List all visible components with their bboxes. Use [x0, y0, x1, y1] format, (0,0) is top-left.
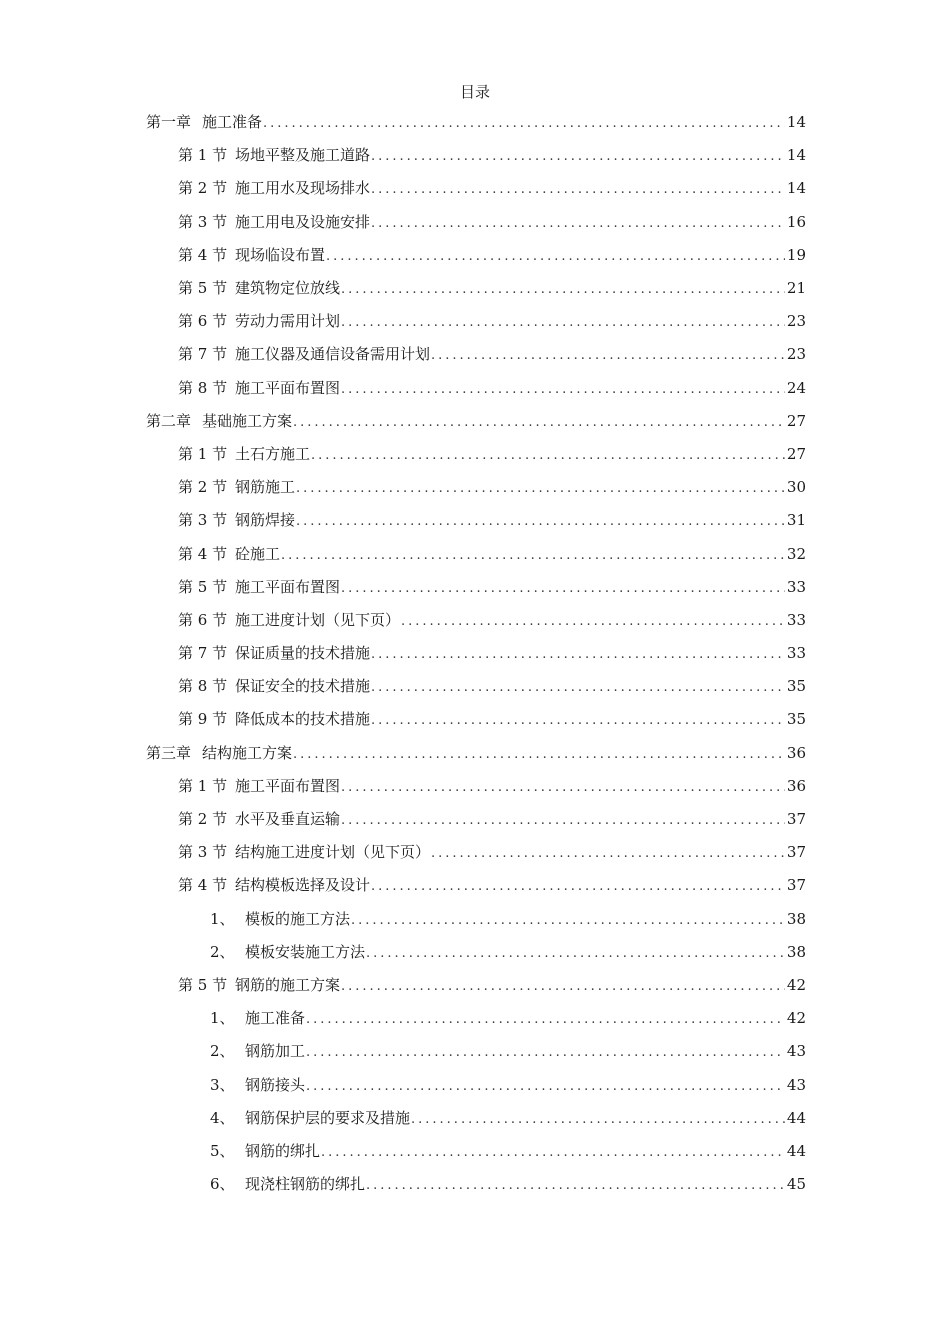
toc-title: 目录: [459, 83, 490, 101]
toc-page-number: 33: [786, 644, 806, 663]
toc-dot-leader: [371, 879, 785, 894]
toc-page-number: 31: [786, 511, 806, 530]
toc-dot-leader: [431, 348, 785, 363]
toc-entry-title: 结构模板选择及设计: [235, 876, 371, 895]
toc-dot-leader: [401, 614, 785, 629]
toc-section-entry[interactable]: [0, 636, 950, 669]
toc-entry-number: 第 6 节: [178, 312, 228, 331]
toc-dot-leader: [293, 747, 785, 762]
toc-entry-title: 钢筋的施工方案: [235, 975, 341, 994]
toc-entry-title: 施工仪器及通信设备需用计划: [235, 345, 431, 364]
toc-page-number: 33: [786, 610, 806, 629]
toc-entry-line: [178, 244, 806, 265]
toc-entry-line: [210, 1007, 806, 1028]
toc-page-number: 27: [786, 411, 806, 430]
toc-page-number: 24: [786, 378, 806, 397]
toc-dot-leader: [371, 149, 785, 164]
toc-entry-number: 第 3 节: [178, 212, 228, 231]
toc-entry-number: 第 7 节: [178, 644, 228, 663]
toc-entry-title: 土石方施工: [235, 444, 311, 463]
toc-dot-leader: [306, 1079, 785, 1094]
toc-subsection-entry[interactable]: [0, 1001, 950, 1034]
toc-dot-leader: [321, 1145, 785, 1160]
toc-section-entry[interactable]: [0, 968, 950, 1001]
toc-entry-number: 第 1 节: [178, 444, 228, 463]
toc-page-number: 23: [786, 312, 806, 331]
toc-page-number: 44: [786, 1141, 806, 1160]
toc-page-number: 32: [786, 544, 806, 563]
toc-entry-number: 5、: [210, 1141, 235, 1160]
toc-entry-number: 第 9 节: [178, 710, 228, 729]
toc-entry-line: [210, 1074, 806, 1095]
toc-section-entry[interactable]: [0, 702, 950, 735]
toc-entry-number: 1、: [210, 1009, 235, 1028]
toc-entry-number: 第二章: [146, 411, 192, 430]
toc-entry-line: [178, 675, 806, 696]
toc-entry-title: 施工平面布置图: [235, 577, 341, 596]
toc-entry-line: [178, 775, 806, 796]
toc-dot-leader: [351, 913, 785, 928]
toc-page-number: 23: [786, 345, 806, 364]
toc-dot-leader: [341, 581, 785, 596]
toc-entry-line: [178, 576, 806, 597]
toc-section-entry[interactable]: [0, 171, 950, 204]
toc-entry-title: 砼施工: [235, 544, 281, 563]
toc-entry-line: [210, 1040, 806, 1061]
toc-entry-line: [178, 443, 806, 464]
toc-dot-leader: [366, 1178, 785, 1193]
toc-dot-leader: [263, 116, 785, 131]
toc-entry-number: 第 1 节: [178, 776, 228, 795]
toc-section-entry[interactable]: [0, 304, 950, 337]
toc-section-entry[interactable]: [0, 835, 950, 868]
toc-entry-number: 第 6 节: [178, 610, 228, 629]
toc-dot-leader: [326, 249, 785, 264]
toc-entry-number: 2、: [210, 1042, 235, 1061]
toc-dot-leader: [341, 979, 785, 994]
toc-entry-number: 3、: [210, 1075, 235, 1094]
toc-page-number: 14: [786, 179, 806, 198]
toc-page-number: 42: [786, 975, 806, 994]
toc-entry-number: 第 4 节: [178, 245, 228, 264]
toc-page-number: 33: [786, 577, 806, 596]
toc-dot-leader: [306, 1045, 785, 1060]
toc-dot-leader: [296, 514, 785, 529]
toc-section-entry[interactable]: [0, 868, 950, 901]
toc-entry-title: 钢筋保护层的要求及措施: [245, 1108, 411, 1127]
toc-entry-line: [178, 609, 806, 630]
toc-entry-number: 第 5 节: [178, 975, 228, 994]
toc-page-number: 37: [786, 810, 806, 829]
toc-subsection-entry[interactable]: [0, 1101, 950, 1134]
toc-dot-leader: [311, 448, 785, 463]
toc-entry-title: 降低成本的技术措施: [235, 710, 371, 729]
toc-entry-line: [178, 377, 806, 398]
toc-entry-title: 建筑物定位放线: [235, 279, 341, 298]
toc-entry-line: [178, 642, 806, 663]
toc-dot-leader: [341, 780, 785, 795]
toc-subsection-entry[interactable]: [0, 1167, 950, 1200]
toc-entry-title: 模板的施工方法: [245, 909, 351, 928]
toc-dot-leader: [296, 481, 785, 496]
toc-entry-number: 第一章: [146, 113, 192, 132]
toc-entry-title: 施工用水及现场排水: [235, 179, 371, 198]
toc-section-entry[interactable]: [0, 238, 950, 271]
toc-chapter-entry[interactable]: [0, 404, 950, 437]
toc-section-entry[interactable]: [0, 669, 950, 702]
toc-entry-number: 第 1 节: [178, 146, 228, 165]
toc-entry-number: 第 5 节: [178, 577, 228, 596]
toc-entry-number: 第 8 节: [178, 677, 228, 696]
toc-entry-title: 钢筋加工: [245, 1042, 306, 1061]
toc-page-number: 43: [786, 1042, 806, 1061]
toc-entry-line: [210, 1107, 806, 1128]
toc-entry-number: 第 8 节: [178, 378, 228, 397]
toc-page-number: 36: [786, 743, 806, 762]
toc-page-number: 42: [786, 1009, 806, 1028]
toc-dot-leader: [306, 1012, 785, 1027]
toc-page-number: 27: [786, 444, 806, 463]
toc-entry-title: 水平及垂直运输: [235, 810, 341, 829]
toc-page-number: 37: [786, 843, 806, 862]
toc-entry-title: 基础施工方案: [202, 411, 293, 430]
toc-page-number: 21: [786, 279, 806, 298]
toc-section-entry[interactable]: [0, 138, 950, 171]
toc-section-entry[interactable]: [0, 371, 950, 404]
toc-entry-title: 结构施工进度计划（见下页）: [235, 843, 431, 862]
toc-dot-leader: [371, 216, 785, 231]
toc-entry-title: 现场临设布置: [235, 245, 326, 264]
toc-dot-leader: [341, 382, 785, 397]
toc-chapter-entry[interactable]: [0, 736, 950, 769]
toc-entry-title: 保证质量的技术措施: [235, 644, 371, 663]
toc-entry-line: [146, 742, 806, 763]
toc-entry-title: 施工进度计划（见下页）: [235, 610, 401, 629]
toc-subsection-entry[interactable]: [0, 935, 950, 968]
toc-entry-line: [178, 277, 806, 298]
toc-section-entry[interactable]: [0, 769, 950, 802]
toc-entry-title: 施工准备: [202, 113, 263, 132]
toc-entry-title: 施工准备: [245, 1009, 306, 1028]
toc-entry-line: [210, 908, 806, 929]
toc-entry-title: 保证安全的技术措施: [235, 677, 371, 696]
toc-entry-number: 第 2 节: [178, 179, 228, 198]
toc-entry-title: 劳动力需用计划: [235, 312, 341, 331]
toc-subsection-entry[interactable]: [0, 1034, 950, 1067]
toc-dot-leader: [371, 713, 785, 728]
toc-dot-leader: [341, 282, 785, 297]
toc-entry-line: [210, 1140, 806, 1161]
toc-page-number: 35: [786, 677, 806, 696]
toc-entry-line: [178, 543, 806, 564]
toc-entry-number: 第三章: [146, 743, 192, 762]
toc-section-entry[interactable]: [0, 503, 950, 536]
toc-dot-leader: [371, 182, 785, 197]
toc-section-entry[interactable]: [0, 337, 950, 370]
toc-page-number: 37: [786, 876, 806, 895]
toc-entry-title: 钢筋接头: [245, 1075, 306, 1094]
toc-page-number: 38: [786, 942, 806, 961]
toc-entry-title: 钢筋的绑扎: [245, 1141, 321, 1160]
toc-page-number: 38: [786, 909, 806, 928]
toc-entry-number: 第 4 节: [178, 876, 228, 895]
toc-subsection-entry[interactable]: [0, 1134, 950, 1167]
toc-section-entry[interactable]: [0, 536, 950, 569]
toc-entry-title: 施工用电及设施安排: [235, 212, 371, 231]
toc-entry-title: 钢筋施工: [235, 478, 296, 497]
toc-page-number: 30: [786, 478, 806, 497]
toc-entry-title: 模板安装施工方法: [245, 942, 366, 961]
toc-entry-number: 第 2 节: [178, 810, 228, 829]
toc-page-number: 16: [786, 212, 806, 231]
toc-list: [0, 105, 950, 1200]
toc-entry-line: [178, 343, 806, 364]
toc-entry-number: 第 5 节: [178, 279, 228, 298]
toc-chapter-entry[interactable]: [0, 105, 950, 138]
toc-entry-line: [178, 310, 806, 331]
toc-section-entry[interactable]: [0, 570, 950, 603]
toc-entry-line: [178, 708, 806, 729]
toc-entry-number: 第 3 节: [178, 511, 228, 530]
toc-dot-leader: [371, 647, 785, 662]
toc-dot-leader: [281, 548, 785, 563]
toc-dot-leader: [341, 315, 785, 330]
toc-dot-leader: [411, 1112, 785, 1127]
toc-subsection-entry[interactable]: [0, 902, 950, 935]
toc-dot-leader: [293, 415, 785, 430]
toc-dot-leader: [366, 946, 785, 961]
toc-entry-line: [178, 974, 806, 995]
toc-entry-line: [178, 177, 806, 198]
toc-entry-title: 施工平面布置图: [235, 776, 341, 795]
toc-dot-leader: [341, 813, 785, 828]
toc-dot-leader: [371, 680, 785, 695]
toc-section-entry[interactable]: [0, 470, 950, 503]
toc-section-entry[interactable]: [0, 271, 950, 304]
toc-entry-title: 现浇柱钢筋的绑扎: [245, 1175, 366, 1194]
toc-entry-number: 第 3 节: [178, 843, 228, 862]
toc-page-number: 14: [786, 146, 806, 165]
toc-entry-title: 施工平面布置图: [235, 378, 341, 397]
toc-entry-line: [178, 509, 806, 530]
toc-section-entry[interactable]: [0, 603, 950, 636]
toc-entry-title: 钢筋焊接: [235, 511, 296, 530]
toc-entry-number: 6、: [210, 1175, 235, 1194]
toc-entry-line: [210, 941, 806, 962]
toc-page-number: 35: [786, 710, 806, 729]
toc-entry-title: 结构施工方案: [202, 743, 293, 762]
toc-page-number: 19: [786, 245, 806, 264]
toc-page-number: 45: [786, 1175, 806, 1194]
toc-entry-number: 第 7 节: [178, 345, 228, 364]
toc-entry-title: 场地平整及施工道路: [235, 146, 371, 165]
toc-subsection-entry[interactable]: [0, 1067, 950, 1100]
toc-section-entry[interactable]: [0, 205, 950, 238]
toc-entry-line: [178, 841, 806, 862]
toc-page-number: 43: [786, 1075, 806, 1094]
toc-entry-number: 4、: [210, 1108, 235, 1127]
toc-entry-number: 1、: [210, 909, 235, 928]
toc-dot-leader: [431, 846, 785, 861]
toc-section-entry[interactable]: [0, 802, 950, 835]
toc-entry-line: [146, 410, 806, 431]
toc-entry-number: 第 4 节: [178, 544, 228, 563]
toc-entry-number: 第 2 节: [178, 478, 228, 497]
toc-entry-line: [178, 211, 806, 232]
toc-page-number: 14: [786, 113, 806, 132]
toc-page-number: 44: [786, 1108, 806, 1127]
toc-page-number: 36: [786, 776, 806, 795]
toc-entry-line: [178, 476, 806, 497]
toc-entry-line: [178, 874, 806, 895]
toc-entry-line: [178, 808, 806, 829]
toc-entry-line: [210, 1173, 806, 1194]
toc-entry-line: [146, 111, 806, 132]
toc-section-entry[interactable]: [0, 437, 950, 470]
toc-entry-line: [178, 144, 806, 165]
toc-entry-number: 2、: [210, 942, 235, 961]
